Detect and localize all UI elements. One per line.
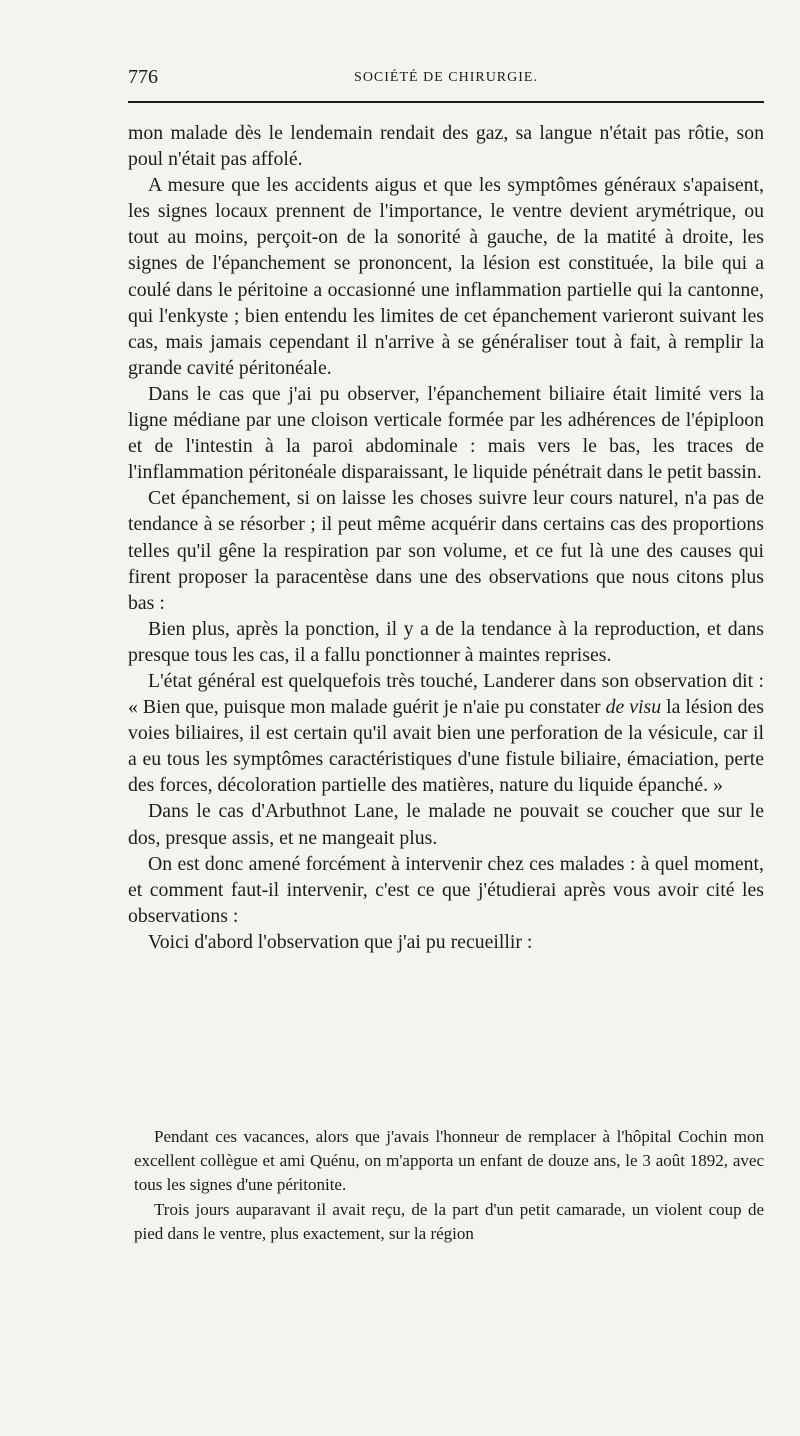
paragraph: Dans le cas que j'ai pu observer, l'épanchement biliaire était limité vers la ligne médiane par une cloison verticale formée par les adhérences de l'épiploon et de l'intestin à la paroi abdominale : mais vers le bas, les traces de l'inflammation péritonéale disparaissant, le liquide pénétrait dans le petit bassin. — [128, 382, 764, 484]
paragraph: Cet épanchement, si on laisse les choses suivre leur cours naturel, n'a pas de tendance à se résorber ; il peut même acquérir dans certains cas des proportions telles qu'il gêne la respiration par son volume, et ce fut là une des causes qui firent proposer la paracentèse dans une des observations que nous citons plus bas : — [128, 487, 764, 614]
paragraph: Bien plus, après la ponction, il y a de la tendance à la reproduction, et dans presque tous les cas, il a fallu ponctionner à maintes reprises. — [128, 617, 764, 666]
paragraph: A mesure que les accidents aigus et que les symptômes généraux s'apaisent, les signes locaux prennent de l'importance, le ventre devient arymétrique, ou tout au moins, perçoit-on de la sonorité à gauche, de la matité à droite, les signes de l'épanchement se prononcent, la lésion est constituée, la bile qui a coulé dans le péritoine a occasionné une inflammation partielle qui la cantonne, qui l'enkyste ; bien entendu les limites de cet épanchement varieront suivant les cas, mais jamais cependant il n'arrive à se généraliser tout à fait, à remplir la grande cavité péritonéale. — [128, 174, 764, 379]
quote-text-after: la lésion des voies biliaires, il est certain qu'il avait bien une perforation de la vésicule, car il a eu tous les symptômes caractéristiques d'une fistule biliaire, émaciation, perte des forces, décoloration partielle des matières, nature du liquide épanché. » — [128, 696, 764, 797]
main-text — [128, 120, 764, 955]
paragraph-landerer-quote — [128, 668, 764, 798]
observation-text — [134, 1125, 764, 1246]
paragraph: Voici d'abord l'observation que j'ai pu recueillir : — [148, 930, 533, 953]
header-rule — [128, 101, 764, 103]
observation-paragraph: Pendant ces vacances, alors que j'avais l'honneur de remplacer à l'hôpital Cochin mon excellent collègue et ami Quénu, on m'apporta un enfant de douze ans, le 3 août 1892, avec tous les signes d'une péritonite. — [134, 1127, 764, 1195]
observation-paragraph: Trois jours auparavant il avait reçu, de la part d'un petit camarade, un violent coup de pied dans le ventre, plus exactement, sur la région — [134, 1199, 764, 1243]
page-number: 776 — [128, 66, 158, 88]
running-title: SOCIÉTÉ DE CHIRURGIE. — [354, 70, 538, 85]
paragraph-continuation: mon malade dès le lendemain rendait des gaz, sa langue n'était pas rôtie, son poul n'était pas affolé. — [128, 122, 764, 171]
quote-text-before: L'état général est quelquefois très touché, Landerer dans son observation dit : « Bien que, puisque mon malade guérit je n'aie pu constater — [128, 669, 764, 719]
paragraph: Dans le cas d'Arbuthnot Lane, le malade ne pouvait se coucher que sur le dos, presque assis, et ne mangeait plus. — [128, 800, 764, 849]
italic-phrase: de visu — [605, 696, 662, 719]
paragraph: On est donc amené forcément à intervenir chez ces malades : à quel moment, et comment faut-il intervenir, c'est ce que j'étudierai après vous avoir cité les observations : — [128, 852, 764, 927]
page-header — [128, 66, 764, 96]
